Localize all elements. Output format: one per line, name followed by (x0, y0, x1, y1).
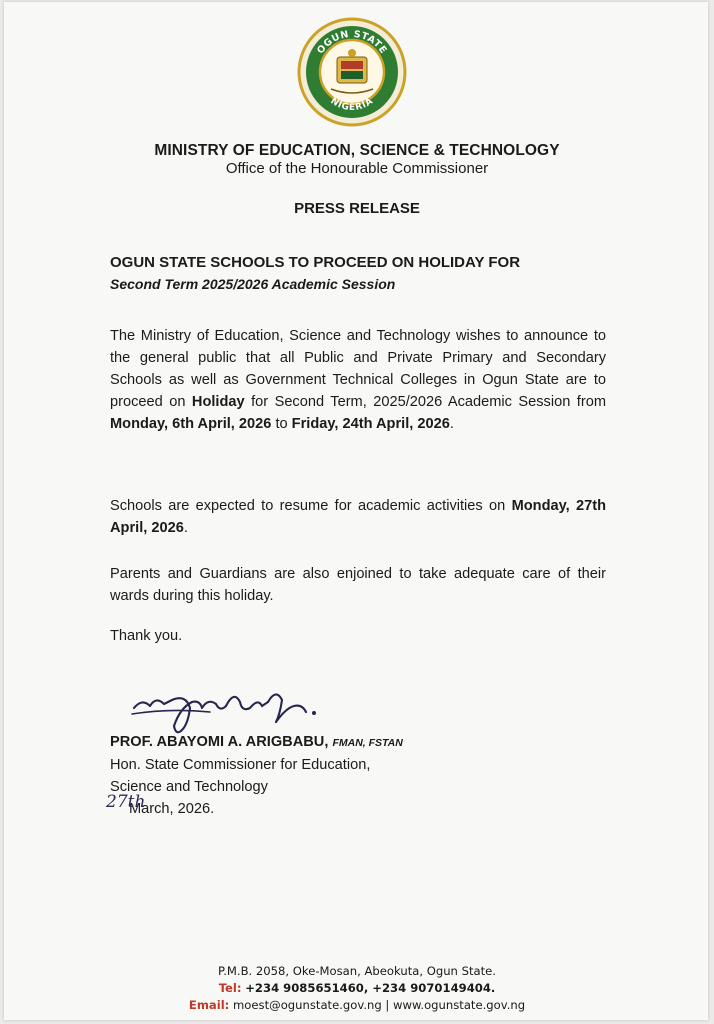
headline-title: OGUN STATE SCHOOLS TO PROCEED ON HOLIDAY FOR (110, 254, 521, 271)
footer-email-line (0, 997, 714, 1014)
text: . (449, 416, 454, 432)
closing-thanks: Thank you. (110, 628, 183, 644)
signatory-postnominals: FMAN, FSTAN (332, 737, 403, 749)
footer-tel-line (0, 980, 714, 997)
text: Schools are expected to resume for academic activities on (110, 498, 512, 514)
end-date: Friday, 24th April, 2026 (291, 416, 450, 432)
tel-label: Tel: (218, 981, 242, 995)
signatory-title-1: Hon. State Commissioner for Education, (110, 757, 371, 773)
paragraph-announcement (110, 325, 606, 435)
separator: | (385, 998, 390, 1012)
release-type: PRESS RELEASE (294, 200, 420, 217)
start-date: Monday, 6th April, 2026 (110, 416, 272, 432)
ogun-state-seal (297, 17, 407, 127)
seal-top-text: OGUN STATE (315, 28, 389, 57)
date-text: March, 2026. (129, 801, 215, 817)
text: . (183, 520, 188, 536)
email-address[interactable]: moest@ogunstate.gov.ng (233, 998, 382, 1012)
seal-bottom-text: NIGERIA (328, 96, 376, 114)
letter-date (106, 792, 403, 820)
handwritten-day: 27th (106, 792, 146, 812)
text: for Second Term, 2025/2026 Academic Session from (244, 394, 606, 410)
website[interactable]: www.ogunstate.gov.ng (393, 998, 526, 1012)
paragraph-parents: Parents and Guardians are also enjoined to take adequate care of their wards during this holiday. (110, 566, 606, 604)
ministry-name: MINISTRY OF EDUCATION, SCIENCE & TECHNOLOGY (154, 142, 560, 159)
email-label: Email: (188, 998, 230, 1012)
footer-contact (0, 963, 714, 1014)
emphasis: Holiday (191, 394, 245, 410)
office-name: Office of the Honourable Commissioner (225, 160, 489, 177)
headline-subtitle: Second Term 2025/2026 Academic Session (110, 276, 396, 292)
resume-date: Monday, 27th April, 2026 (110, 498, 607, 536)
tel-numbers: +234 9085651460, +234 9070149404. (245, 981, 496, 995)
paragraph-resumption (110, 495, 606, 539)
signatory-name: PROF. ABAYOMI A. ARIGBABU, (110, 734, 329, 750)
text: The Ministry of Education, Science and Technology wishes to announce to the general public that all Public and Private Primary and Secondary Schools as well as Government Technical Colleges in Ogun State are to proceed on (110, 328, 606, 410)
signatory-title-2: Science and Technology (110, 779, 268, 795)
text: to (271, 416, 292, 432)
footer-address: P.M.B. 2058, Oke-Mosan, Abeokuta, Ogun State. (218, 964, 496, 978)
signature-block (106, 731, 403, 820)
